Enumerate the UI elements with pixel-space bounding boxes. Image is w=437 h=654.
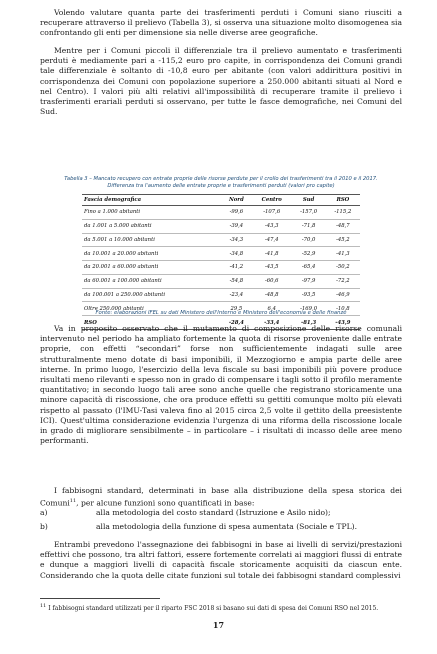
header-fascia: Fascia demografica [82,195,221,206]
cell-centro: -33,4 [252,316,292,330]
list-item-label: b) [40,522,48,531]
cell-centro: -47,4 [252,233,292,247]
list-item-text: alla metodologia del costo standard (Istruzione e Asilo nido); [96,508,331,517]
footnote [40,602,402,613]
cell-rso: -10,8 [326,302,360,316]
cell-centro: -41,8 [252,247,292,261]
footnote-ref[interactable]: 11 [69,498,77,505]
cell-sud: -157,0 [292,206,326,220]
cell-nord: -28,4 [221,316,252,330]
table-caption-line-1: Tabella 3 – Mancato recupero con entrate proprie delle risorse perdute per il crollo dei trasferimenti tra il 2010 e il 2017. [64,176,378,182]
footnote-divider [40,598,160,599]
cell-sud: -169,0 [292,302,326,316]
cell-sud: -52,9 [292,247,326,261]
cell-nord: 29,5 [221,302,252,316]
paragraph-1: Volendo valutare quanta parte dei trasferimenti perduti i Comuni siano riusciti a recuperare attraverso il prelievo (Tabella 3), si osserva una situazione molto disomogenea sia confrontando gli enti per dimensione sia nelle diverse aree geografiche. [40,8,402,38]
cell-nord: -39,4 [221,219,252,233]
cell-rso: -48,7 [326,219,360,233]
cell-sud: -97,9 [292,274,326,288]
cell-sud: -71,8 [292,219,326,233]
row-label: da 5.001 a 10.000 abitanti [82,233,221,247]
header-rso: RSO [326,195,360,206]
table-row [82,288,360,302]
row-label: Fino a 1.000 abitanti [82,206,221,220]
table-header-row [82,195,360,206]
cell-nord: -34,3 [221,233,252,247]
table-row [82,247,360,261]
row-label: da 10.001 a 20.000 abitanti [82,247,221,261]
row-label: Oltre 250.000 abitanti [82,302,221,316]
paragraph-4-text: I fabbisogni standard, determinati in base alla distribuzione della spesa storica dei Comuni [40,486,402,508]
cell-sud: -81,3 [292,316,326,330]
row-label: da 100.001 a 250.000 abitanti [82,288,221,302]
list-item-text: alla metodologia della funzione di spesa aumentata (Sociale e TPL). [96,522,358,531]
cell-nord: -23,4 [221,288,252,302]
table-caption [40,176,402,190]
cell-sud: -65,4 [292,261,326,275]
cell-centro: -48,8 [252,288,292,302]
cell-rso: -46,9 [326,288,360,302]
table-row [82,233,360,247]
header-centro: Centro [252,195,292,206]
table-row [82,274,360,288]
row-label: da 60.001 a 100.000 abitanti [82,274,221,288]
cell-centro: -43,5 [252,261,292,275]
page-number: 17 [212,620,225,630]
footnote-number: 11 [40,603,47,609]
table-row [82,206,360,220]
footnote-text: I fabbisogni standard utilizzati per il riparto FSC 2018 si basano sui dati di spesa dei Comuni RSO nel 2015. [46,605,379,612]
paragraph-4-tail: , per alcune funzioni sono quantificati in base: [76,498,255,508]
cell-centro: -107,6 [252,206,292,220]
cell-rso: -115,2 [326,206,360,220]
cell-rso: -45,2 [326,233,360,247]
cell-centro: 6,4 [252,302,292,316]
cell-nord: -34,8 [221,247,252,261]
cell-rso: -50,2 [326,261,360,275]
paragraph-2: Mentre per i Comuni piccoli il differenziale tra il prelievo aumentato e trasferimenti perduti è mediamente pari a -115,2 euro pro capite, in corrispondenza dei Comuni grandi tale differenziale è soltanto di -10,8 euro per abitante (con valori addirittura positivi in corrispondenza dei Comuni con popolazione superiore a 250.000 abitanti situati al Nord e nel Centro). I valori più alti relativi all'impossibilità di recuperare tramite il prelievo i trasferimenti erariali perduti si osservano, per tutte le fasce demografiche, nei Comuni del Sud. [40,46,402,117]
paragraph-4 [40,486,402,509]
cell-rso: -72,2 [326,274,360,288]
table-caption-line-2: Differenza tra l'aumento delle entrate proprie e trasferimenti perduti (valori pro capite) [107,183,335,189]
cell-centro: -60,6 [252,274,292,288]
row-label: da 1.001 a 5.000 abitanti [82,219,221,233]
paragraph-5: Entrambi prevedono l'assegnazione dei fabbisogni in base ai livelli di servizi/prestazioni effettivi che possono, tra altri fattori, essere fortemente correlati ai maggiori flussi di entrate e dunque a maggiori livelli di capacità fiscale storicamente acquisiti da ciascun ente. Considerando che la quota delle citate funzioni sul totale dei fabbisogni standard complessivi [40,540,402,580]
cell-sud: -70,0 [292,233,326,247]
row-label: da 20.001 a 60.000 abitanti [82,261,221,275]
cell-centro: -43,3 [252,219,292,233]
cell-nord: -99,6 [221,206,252,220]
table-row [82,219,360,233]
row-label: RSO [82,316,221,330]
cell-sud: -93,5 [292,288,326,302]
header-nord: Nord [221,195,252,206]
cell-nord: -41,2 [221,261,252,275]
list-item-label: a) [40,508,48,517]
header-sud: Sud [292,195,326,206]
cell-rso: -41,3 [326,247,360,261]
paragraph-3: Va in proposito osservato che il mutamento di composizione delle risorse comunali intervenuto nel periodo ha ampliato fortemente la quota di risorse proveniente dalle entrate proprie, con effetti “secondari” forse non sufficientemente indagati sulle aree strutturalmente meno dotate di basi imponibili, il Mezzogiorno e ampia parte delle aree interne. In primo luogo, l'esercizio della leva fiscale su basi imponibili più povere produce risultati meno rilevanti e spesso non in grado di compensare i tagli sotto il profilo meramente quantitativo; in secondo luogo tali aree sono anche quelle che registrano storicamente una minore capacità di riscossione, che ora produce effetti su gettiti comunque molto più elevati rispetto al passato (l'IMU-Tasi valeva fino al 2015 circa 2,5 volte il gettito della preesistente ICI). Quest'ultima considerazione evidenzia l'urgenza di una riforma della riscossione locale in grado di migliorare sensibilmente – in particolare – i risultati di incasso delle aree meno performanti. [40,324,402,446]
cell-nord: -54,8 [221,274,252,288]
table-source: Fonte: elaborazioni IFEL su dati Ministero dell'Interno e Ministero dell'economia e delle finanze [95,310,347,316]
cell-rso: -43,9 [326,316,360,330]
table-row [82,261,360,275]
